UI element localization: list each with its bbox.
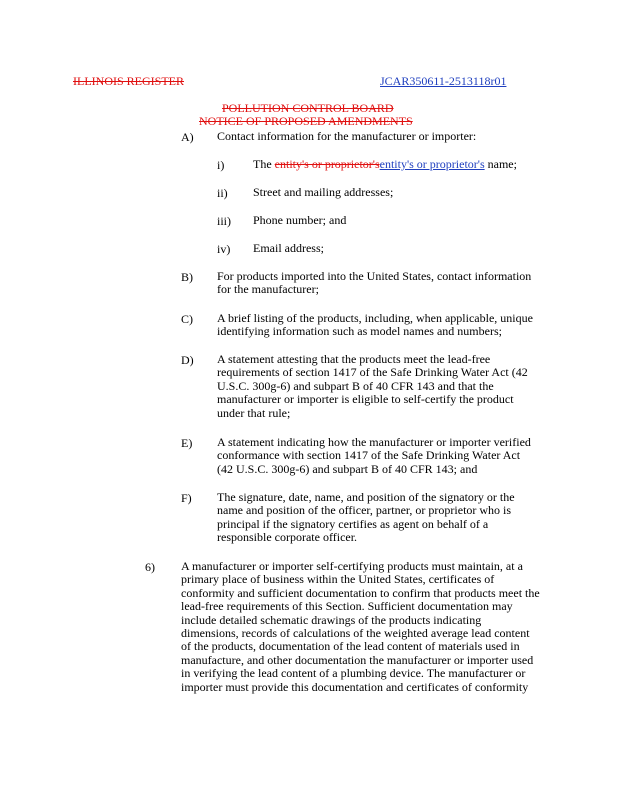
text-line: manufacture, and other documentation the manufacturer or importer used (181, 652, 534, 667)
item-i-text (253, 158, 517, 171)
text-line: under that rule; (217, 405, 291, 420)
item-6-text (181, 560, 540, 694)
text-line: principal if the signatory certifies as agent on behalf of a (217, 516, 489, 531)
item-iii-text: Phone number; and (253, 213, 347, 227)
item-i-post: name; (484, 157, 517, 171)
item-d-label: D) (181, 353, 194, 367)
item-iv-label: iv) (217, 242, 231, 256)
deleted-text: entity's or proprietor's (274, 157, 380, 171)
text-line: conformity and sufficient documentation to confirm that products meet the (181, 585, 540, 600)
text-line: primary place of business within the United States, certificates of (181, 572, 495, 587)
item-a-label: A) (181, 130, 194, 144)
text-line: responsible corporate officer. (217, 530, 358, 545)
text-line: U.S.C. 300g-6) and subpart B of 40 CFR 143 and that the (217, 378, 494, 393)
text-line: in verifying the lead content of a plumbing device. The manufacturer or (181, 666, 526, 681)
item-i-label: i) (217, 158, 225, 172)
text-line: A manufacturer or importer self-certifying products must maintain, at a (181, 559, 523, 573)
text-line: A statement indicating how the manufacturer or importer verified (217, 435, 531, 449)
board-title: POLLUTION CONTROL BOARD (222, 101, 394, 115)
text-line: lead-free requirements of this Section. Sufficient documentation may (181, 599, 513, 614)
text-line: A brief listing of the products, including, when applicable, unique (217, 311, 533, 325)
item-iv-text: Email address; (253, 241, 324, 255)
text-line: for the manufacturer; (217, 282, 319, 297)
item-c-text (217, 312, 533, 339)
text-line: For products imported into the United States, contact information (217, 269, 532, 283)
text-line: conformance with section 1417 of the Safe Drinking Water Act (217, 448, 521, 463)
text-line: The signature, date, name, and position of the signatory or the (217, 490, 515, 504)
inserted-text[interactable]: entity's or proprietor's (379, 157, 485, 171)
item-b-text (217, 270, 531, 297)
text-line: A statement attesting that the products meet the lead-free (217, 352, 491, 366)
item-e-text (217, 436, 531, 476)
item-f-label: F) (181, 491, 192, 505)
text-line: requirements of section 1417 of the Safe Drinking Water Act (42 (217, 365, 528, 380)
item-ii-text: Street and mailing addresses; (253, 185, 394, 199)
item-a-text: Contact information for the manufacturer or importer: (217, 129, 477, 143)
text-line: dimensions, records of calculations of the weighted average lead content (181, 626, 530, 641)
item-ii-label: ii) (217, 186, 228, 200)
notice-title: NOTICE OF PROPOSED AMENDMENTS (199, 114, 413, 128)
item-6-label: 6) (145, 560, 155, 574)
text-line: include detailed schematic drawings of the products indicating (181, 612, 482, 627)
text-line: identifying information such as model names and numbers; (217, 324, 502, 339)
jcar-link[interactable]: JCAR350611-2513118r01 (380, 74, 507, 88)
item-f-text (217, 491, 515, 545)
item-i-pre: The (253, 157, 275, 171)
item-iii-label: iii) (217, 214, 231, 228)
item-e-label: E) (181, 436, 193, 450)
illinois-register-header: ILLINOIS REGISTER (73, 74, 184, 88)
text-line: of the products, documentation of the lead content of materials used in (181, 639, 520, 654)
item-d-text (217, 353, 528, 420)
text-line: name and position of the officer, partner, or proprietor who is (217, 503, 512, 518)
text-line: (42 U.S.C. 300g-6) and subpart B of 40 CFR 143; and (217, 461, 478, 476)
item-c-label: C) (181, 312, 193, 326)
text-line: manufacturer or importer is eligible to self-certify the product (217, 392, 514, 407)
item-b-label: B) (181, 270, 193, 284)
text-line: importer must provide this documentation and certificates of conformity (181, 679, 529, 694)
